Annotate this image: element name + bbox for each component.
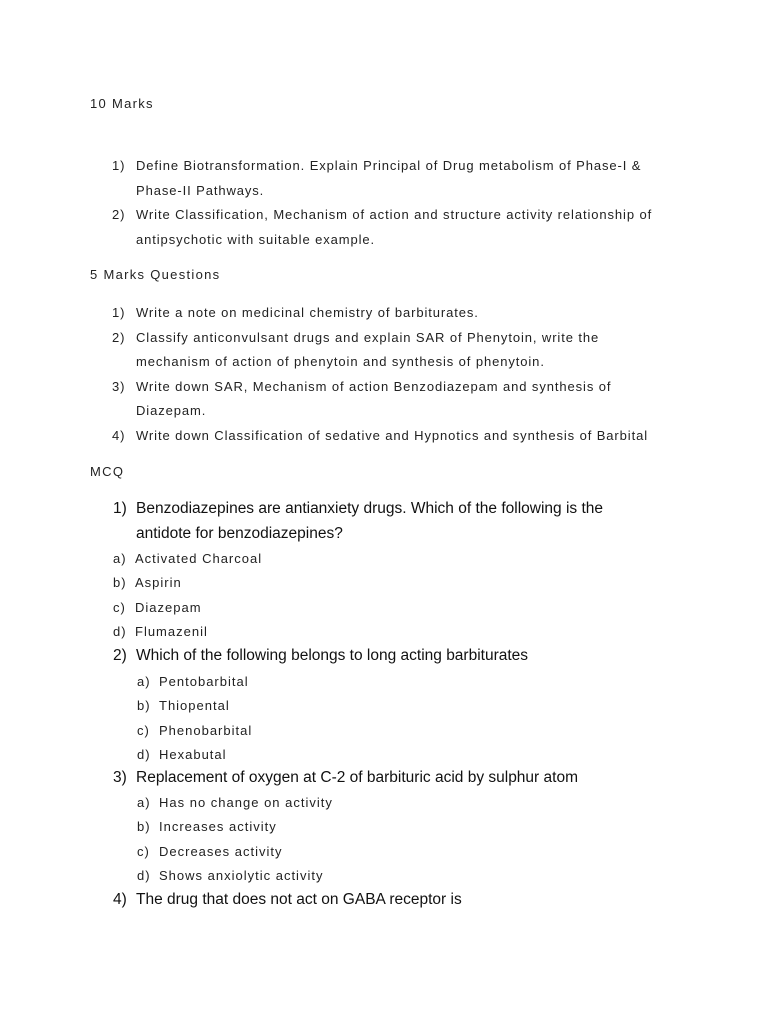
mcq-options [137, 791, 333, 888]
option-letter: d) [137, 867, 151, 883]
option-letter: b) [113, 575, 127, 591]
option-letter: c) [113, 599, 126, 615]
mcq-question [113, 644, 656, 669]
question-line: Diazepam. [136, 403, 207, 418]
mcq-question [113, 766, 656, 791]
mcq-option [137, 864, 333, 888]
option-text: Thiopental [159, 698, 230, 714]
question-number: 1) [112, 158, 126, 173]
mcq-question [113, 888, 656, 913]
question-number: 1) [112, 305, 126, 320]
five-marks-question-list [112, 301, 648, 448]
mcq-question-text: Which of the following belongs to long acting barbiturates [136, 647, 529, 664]
mcq-options [137, 670, 252, 767]
question-number: 3) [112, 378, 126, 394]
mcq-question-text: The drug that does not act on GABA receptor is [136, 891, 462, 908]
mcq-option [137, 694, 252, 718]
question-item [112, 203, 652, 252]
question-line: Write Classification, Mechanism of action and structure activity relationship of [136, 207, 653, 222]
mcq-options [113, 547, 262, 644]
question-line: Write down SAR, Mechanism of action Benzodiazepam and synthesis of [136, 378, 612, 394]
section-heading-10-marks: 10 Marks [90, 96, 154, 111]
question-item [112, 424, 648, 449]
mcq-option [137, 815, 333, 839]
option-text: Increases activity [159, 819, 277, 835]
option-letter: a) [137, 674, 151, 689]
option-letter: d) [113, 623, 127, 639]
option-letter: d) [137, 746, 151, 762]
question-line: antipsychotic with suitable example. [136, 231, 376, 247]
mcq-option [137, 719, 252, 743]
option-text: Aspirin [135, 575, 182, 591]
option-text: Shows anxiolytic activity [159, 867, 324, 883]
mcq-question-text: Replacement of oxygen at C-2 of barbituric acid by sulphur atom [136, 769, 578, 786]
mcq-question-number: 1) [113, 500, 127, 517]
option-letter: a) [113, 551, 127, 566]
option-letter: c) [137, 843, 150, 859]
option-letter: a) [137, 795, 151, 810]
question-line: Define Biotransformation. Explain Principal of Drug metabolism of Phase-I & [136, 158, 642, 173]
ten-marks-question-list [112, 154, 652, 252]
option-text: Hexabutal [159, 746, 227, 762]
mcq-question-number: 3) [113, 769, 127, 786]
question-line: Write down Classification of sedative and Hypnotics and synthesis of Barbital [136, 427, 649, 443]
question-number: 2) [112, 329, 126, 345]
mcq-option [113, 596, 262, 620]
question-number: 4) [112, 427, 126, 443]
option-letter: c) [137, 722, 150, 738]
option-text: Diazepam [135, 599, 202, 615]
mcq-question-number: 2) [113, 647, 127, 664]
question-line: Write a note on medicinal chemistry of barbiturates. [136, 305, 479, 320]
mcq-question [113, 497, 656, 546]
question-line: mechanism of action of phenytoin and synthesis of phenytoin. [136, 354, 545, 369]
mcq-option [113, 547, 262, 571]
section-heading-5-marks: 5 Marks Questions [90, 267, 221, 282]
question-item [112, 301, 648, 326]
option-text: Phenobarbital [159, 722, 253, 738]
mcq-option [137, 670, 252, 694]
option-text: Decreases activity [159, 843, 283, 859]
question-line: Phase-II Pathways. [136, 182, 265, 198]
question-item [112, 375, 648, 424]
option-text: Pentobarbital [159, 674, 249, 689]
question-item [112, 154, 652, 203]
mcq-question-number: 4) [113, 891, 127, 908]
option-text: Flumazenil [135, 623, 208, 639]
section-heading-mcq: MCQ [90, 464, 125, 479]
question-item [112, 326, 648, 375]
question-line: Classify anticonvulsant drugs and explain SAR of Phenytoin, write the [136, 329, 600, 345]
mcq-option [137, 743, 252, 767]
mcq-option [137, 840, 333, 864]
option-text: Activated Charcoal [135, 551, 263, 566]
mcq-option [113, 571, 262, 595]
mcq-option [137, 791, 333, 815]
option-letter: b) [137, 819, 151, 835]
option-text: Has no change on activity [159, 795, 333, 810]
mcq-option [113, 620, 262, 644]
question-number: 2) [112, 207, 126, 222]
option-letter: b) [137, 698, 151, 714]
mcq-question-text: Benzodiazepines are antianxiety drugs. Which of the following is the antidote for benzodiazepines? [136, 500, 603, 542]
